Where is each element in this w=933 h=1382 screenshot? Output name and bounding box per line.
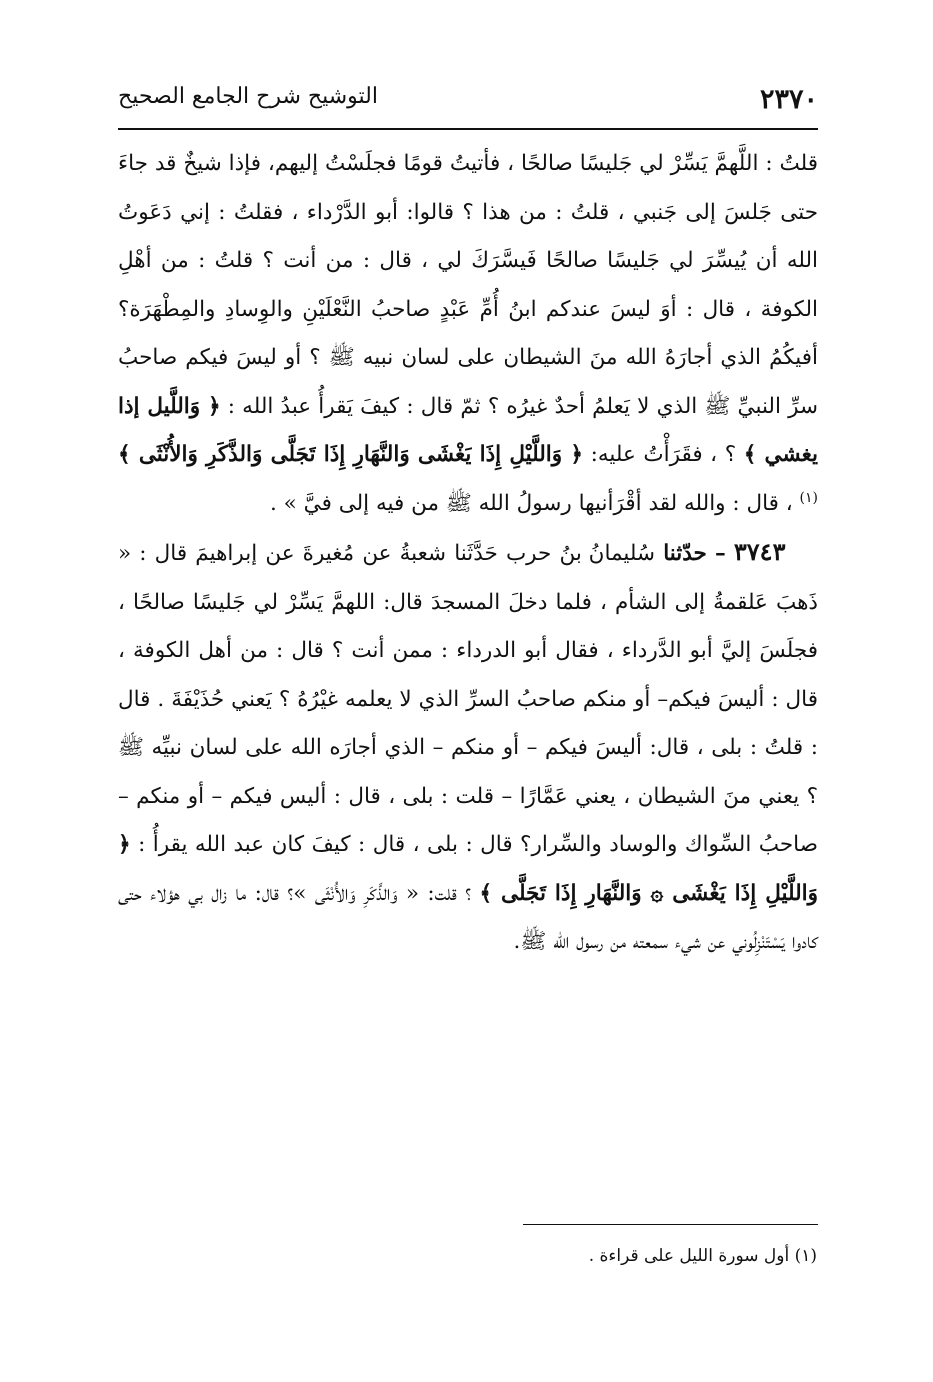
quran-quote: ﴿ وَاللَّيل إذا يغشي ﴾	[118, 393, 819, 467]
paragraph-text: ؟ ، فقَرَأْتُ عليه:	[590, 442, 737, 467]
hadith-number: ٣٧٤٣	[733, 537, 786, 566]
page-header	[118, 78, 818, 122]
hadith-paragraph	[118, 528, 818, 967]
footnote-divider	[523, 1224, 818, 1225]
paragraph-text: ، قال : والله لقد أقْرَأنيها رسولُ الله ﷺ من فيه إلى فيَّ » .	[270, 490, 793, 516]
page-number: ٢٣٧٠	[759, 84, 818, 115]
footnote: (١) أول سورة الليل على قراءة .	[588, 1246, 817, 1266]
running-title: التوشيح شرح الجامع الصحيح	[118, 84, 378, 109]
paragraph-text: سُليمانُ بنُ حرب حَدَّثَنا شعبةُ عن مُغيرةَ عن إبراهيمَ قال : « ذَهبَ عَلقمةُ إلى الشأم ، فلما دخلَ المسجدَ قال: اللهمَّ يَسِّرْ لي جَليسًا صالحًا ، فجلَسَ إليَّ أبو الدَّرداء ، فقال أبو الدرداء : ممن أنت ؟ قال : من أهل الكوفة ، قال : أليسَ فيكم– أو منكم صاحبُ السرِّ الذي لا يعلمه غيْرُهُ ؟ يَعني حُذَيْفَةَ . قال : قلتُ : بلى ، قال: أليسَ فيكم – أو منكم – الذي أجارَه الله على لسان نبيِّه ﷺ ؟ يعني منَ الشيطان ، يعني عَمَّارًا – قلت : بلى ، قال : أليس فيكم – أو منكم – صاحبُ السِّواك والوساد والسِّرار؟ قال : بلى ، قال : كيفَ كان عبد الله يقرأُ :	[118, 541, 818, 857]
paragraph-text: ؟ قلت: « وَالذَّكَرِ وَالأُنْثَى »؟ قال: ما زال بي هؤلاء حتى كادوا يَسْتَنْزِلُوني عن شيء سمعته من رسول الله ﷺ.	[118, 880, 818, 954]
quran-quote: ﴿ وَاللَّيْلِ إِذَا يَغْشَى ۞ وَالنَّهَارِ إِذَا تَجَلَّى ﴾	[118, 832, 818, 906]
narration-verb: حدّثنا	[663, 541, 707, 566]
header-divider	[118, 128, 818, 130]
paragraph-text: قلتُ : اللَّهمَّ يَسِّرْ لي جَليسًا صالحًا ، فأتيتُ قومًا فجلَسْتُ إليهم، فإذا شيخٌ قد جاءَ حتى جَلسَ إلى جَنبي ، قلتُ : من هذا ؟ قالوا: أبو الدَّرْداء ، فقلتُ : إني دَعَوتُ الله أن يُيسِّرَ لي جَليسًا صالحًا فَيسَّرَكَ لي ، قال : من أنت ؟ قلتُ : من أهْلِ الكوفة ، قال : أوَ ليسَ عندكم ابنُ أُمِّ عَبْدٍ صاحبُ النَّعْلَيْنِ والوِسادِ والمِطْهَرَة؟ أفيكُمُ الذي أجارَهُ الله منَ الشيطان على لسان نبيه ﷺ ؟ أو ليسَ فيكم صاحبُ سرِّ النبيِّ ﷺ الذي لا يَعلمُ أحدٌ غيرُه ؟ ثمّ قال : كيفَ يَقرأُ عبدُ الله :	[118, 151, 819, 419]
footnote-reference[interactable]: (١)	[799, 489, 818, 506]
paragraph-continuation	[118, 140, 818, 528]
dash: –	[714, 541, 726, 566]
main-text	[118, 140, 818, 967]
quran-quote: ﴿ وَاللَّيْلِ إِذَا يَغْشَى وَالنَّهَارِ إِذَا تَجَلَّى وَالذَّكَرِ وَالأُنْثَى ﴾	[118, 442, 583, 467]
